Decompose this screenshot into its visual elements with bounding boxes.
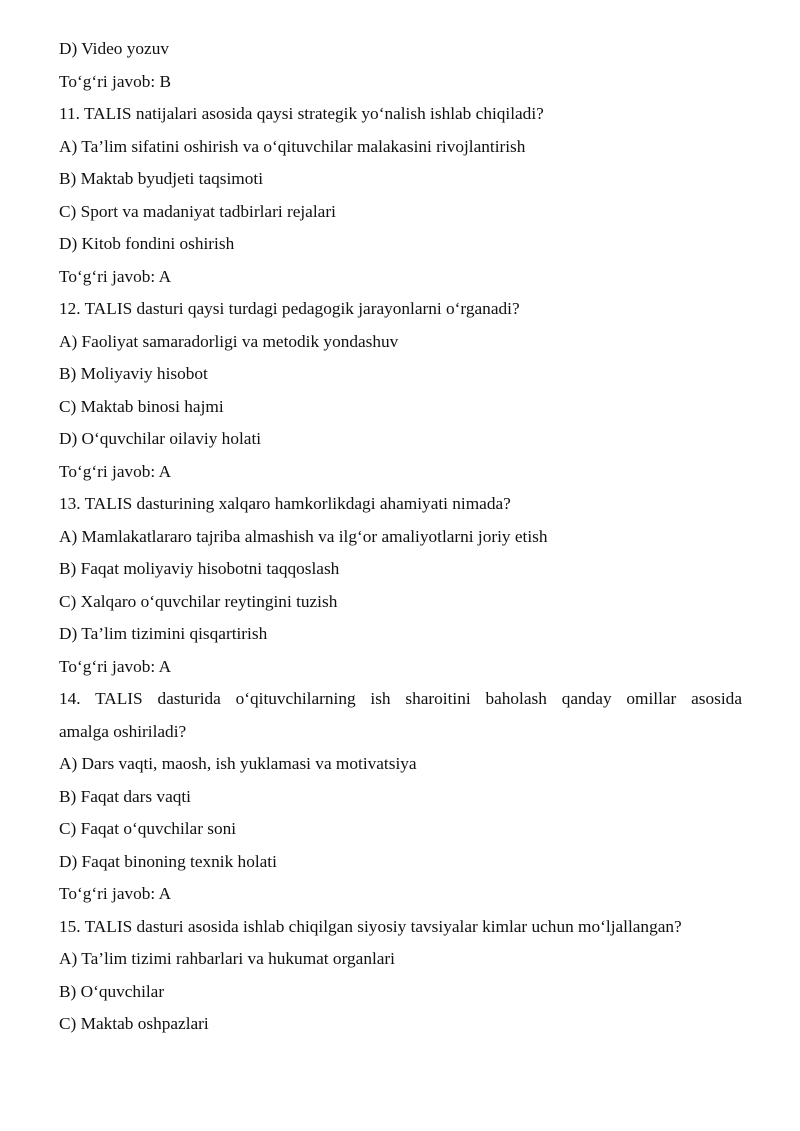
- option-b: B) Maktab byudjeti taqsimoti: [59, 169, 263, 188]
- answer-line: To‘g‘ri javob: A: [59, 884, 172, 903]
- option-a: A) Dars vaqti, maosh, ish yuklamasi va motivatsiya: [59, 754, 417, 773]
- question-14-line-1: 14. TALIS dasturida o‘qituvchilarning ish sharoitini baholash qanday omillar asosida: [59, 689, 742, 708]
- option-b: B) Faqat moliyaviy hisobotni taqqoslash: [59, 559, 340, 578]
- option-c: C) Maktab binosi hajmi: [59, 396, 224, 416]
- answer-line: To‘g‘ri javob: A: [59, 461, 172, 481]
- option-c: C) Xalqaro o‘quvchilar reytingini tuzish: [59, 591, 338, 611]
- option-a: A) Ta’lim tizimi rahbarlari va hukumat organlari: [59, 949, 395, 968]
- question-15: 15. TALIS dasturi asosida ishlab chiqilgan siyosiy tavsiyalar kimlar uchun mo‘ljallangan?: [59, 916, 682, 936]
- answer-line: To‘g‘ri javob: A: [59, 266, 172, 286]
- option-c: C) Sport va madaniyat tadbirlari rejalari: [59, 201, 336, 221]
- option-a: A) Mamlakatlararo tajriba almashish va ilg‘or amaliyotlarni joriy etish: [59, 526, 548, 546]
- option-d: D) Kitob fondini oshirish: [59, 234, 235, 253]
- option-b: B) Moliyaviy hisobot: [59, 364, 208, 383]
- option-c: C) Faqat o‘quvchilar soni: [59, 819, 237, 838]
- option-c: C) Maktab oshpazlari: [59, 1014, 209, 1033]
- option-d: D) Faqat binoning texnik holati: [59, 851, 277, 871]
- document-page: [59, 36, 742, 1044]
- question-11: 11. TALIS natijalari asosida qaysi strategik yo‘nalish ishlab chiqiladi?: [59, 104, 544, 123]
- option-a: A) Ta’lim sifatini oshirish va o‘qituvchilar malakasini rivojlantirish: [59, 136, 526, 156]
- question-14-line-2: amalga oshiriladi?: [59, 721, 187, 741]
- option-a: A) Faoliyat samaradorligi va metodik yondashuv: [59, 331, 399, 351]
- answer-line: To‘g‘ri javob: A: [59, 656, 172, 676]
- option-d: D) O‘quvchilar oilaviy holati: [59, 429, 262, 448]
- option-d: D) Video yozuv: [59, 39, 169, 58]
- option-b: B) O‘quvchilar: [59, 981, 165, 1001]
- question-12: 12. TALIS dasturi qaysi turdagi pedagogik jarayonlarni o‘rganadi?: [59, 299, 520, 318]
- answer-line: To‘g‘ri javob: B: [59, 71, 172, 91]
- option-b: B) Faqat dars vaqti: [59, 786, 191, 806]
- question-13: 13. TALIS dasturining xalqaro hamkorlikdagi ahamiyati nimada?: [59, 494, 511, 513]
- option-d: D) Ta’lim tizimini qisqartirish: [59, 624, 268, 643]
